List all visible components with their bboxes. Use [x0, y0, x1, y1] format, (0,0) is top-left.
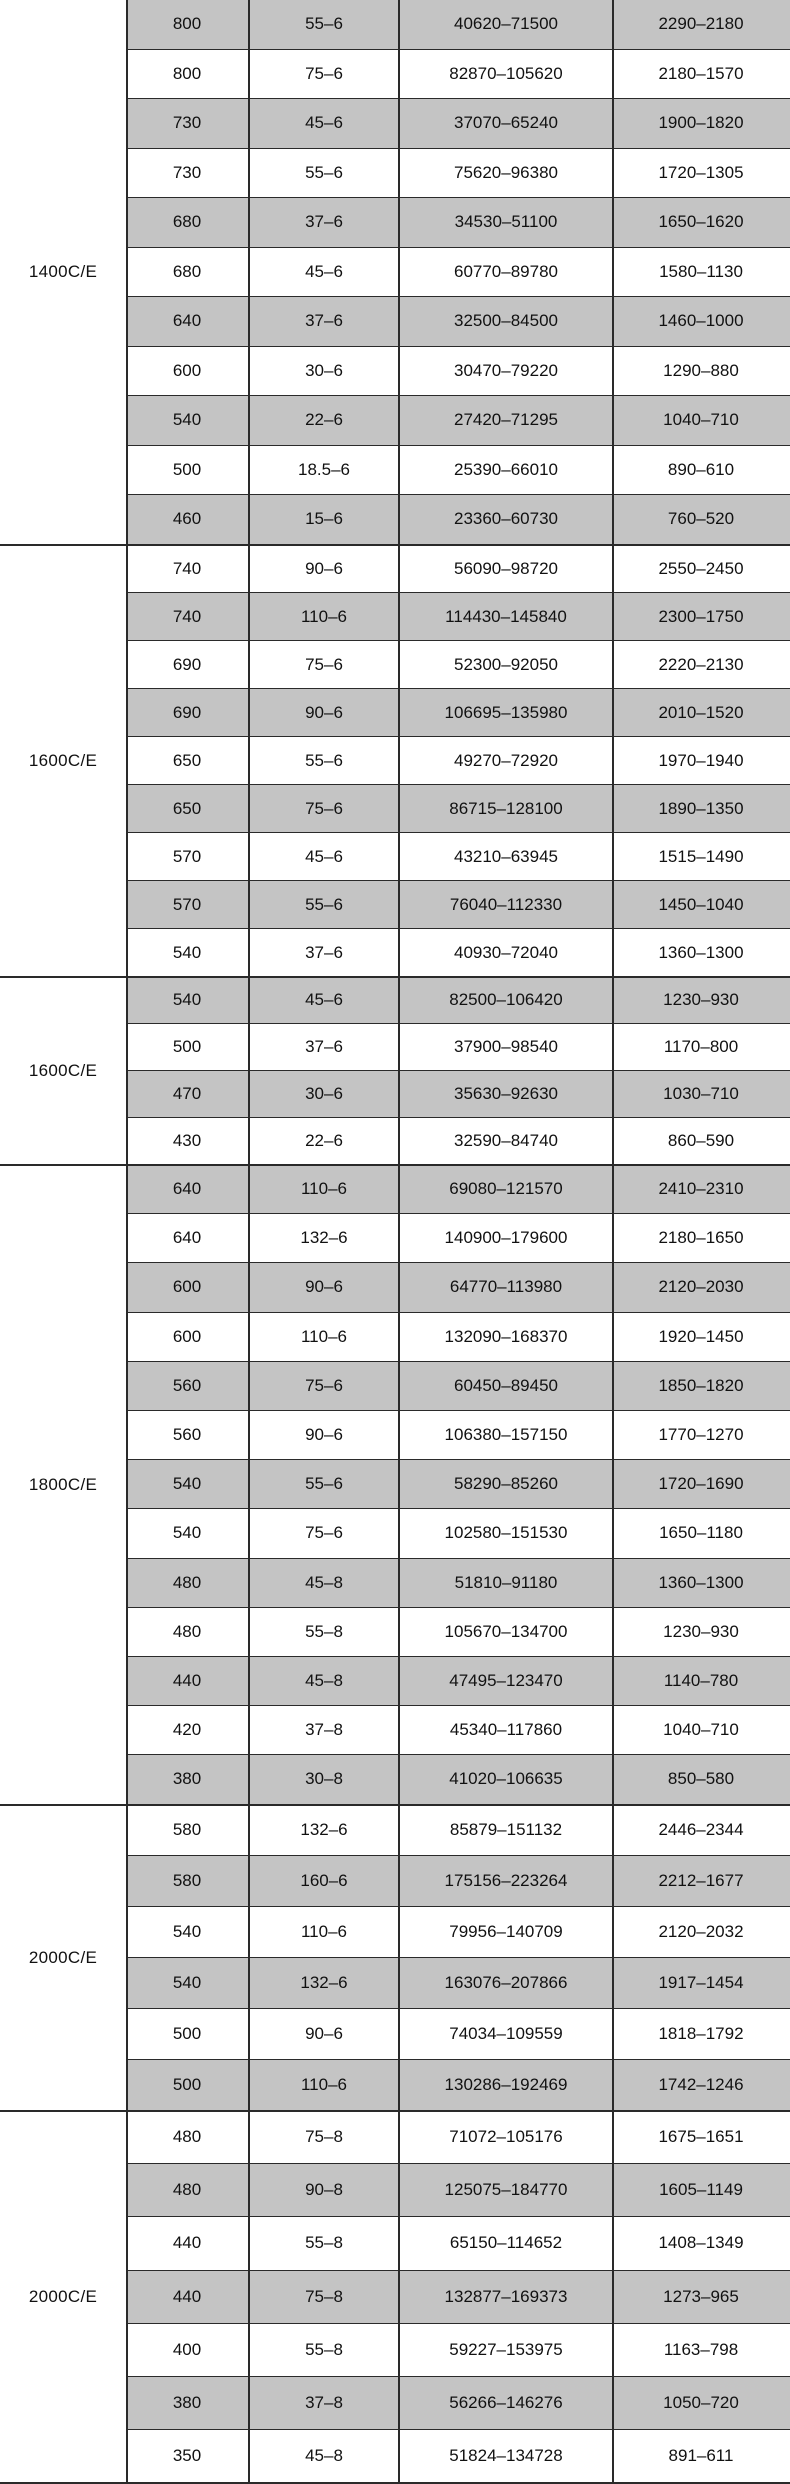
table-row [126, 1856, 790, 1907]
table-row [126, 545, 790, 593]
group-divider [0, 1804, 790, 1806]
table-bottom-border [0, 2482, 790, 2484]
speed-cell: 440 [172, 2286, 202, 2306]
speed-cell: 420 [172, 1720, 202, 1740]
power-cell: 132–6 [300, 1820, 348, 1839]
flow-cell: 27420–71295 [453, 410, 558, 430]
head-cell: 1850–1820 [658, 1375, 744, 1395]
speed-cell: 500 [172, 459, 202, 479]
power-cell: 45–6 [305, 113, 343, 133]
speed-cell: 430 [172, 1131, 202, 1150]
model-label: 1400C/E [28, 262, 98, 282]
group-divider [0, 544, 790, 546]
head-cell: 1720–1305 [658, 162, 744, 182]
table-row [126, 446, 790, 496]
model-label: 1600C/E [28, 751, 98, 770]
flow-cell: 106695–135980 [444, 702, 568, 722]
flow-cell: 114430–145840 [445, 606, 567, 626]
speed-cell: 650 [172, 750, 202, 770]
head-cell: 1230–930 [663, 990, 739, 1009]
power-cell: 18.5–6 [298, 459, 350, 479]
power-cell: 37–6 [305, 212, 343, 232]
table-row [126, 1608, 790, 1657]
flow-cell: 40930–72040 [453, 942, 558, 962]
speed-cell: 730 [172, 162, 202, 182]
power-cell: 90–8 [305, 2180, 343, 2200]
speed-cell: 560 [172, 1425, 202, 1445]
flow-cell: 49270–72920 [453, 750, 558, 770]
flow-cell: 41020–106635 [449, 1769, 563, 1789]
table-row [126, 785, 790, 833]
group-divider [0, 1164, 790, 1166]
head-cell: 1170–800 [663, 1037, 739, 1056]
speed-cell: 540 [172, 1523, 202, 1543]
head-cell: 891–611 [668, 2446, 734, 2466]
flow-cell: 132877–169373 [444, 2286, 568, 2306]
head-cell: 1450–1040 [658, 894, 744, 914]
model-group [0, 0, 790, 545]
head-cell: 1163–798 [663, 2339, 739, 2359]
table-row [126, 2111, 790, 2164]
table-row [126, 248, 790, 298]
head-cell: 2010–1520 [658, 702, 744, 722]
head-cell: 1040–710 [663, 1720, 739, 1740]
head-cell: 1818–1792 [658, 2024, 744, 2043]
speed-cell: 800 [172, 14, 202, 34]
power-cell: 45–6 [305, 990, 343, 1009]
flow-cell: 79956–140709 [449, 1922, 563, 1941]
table-row [126, 50, 790, 100]
head-cell: 1460–1000 [658, 311, 744, 331]
table-row [126, 1559, 790, 1608]
flow-cell: 37070–65240 [453, 113, 558, 133]
speed-cell: 480 [172, 2180, 202, 2200]
power-cell: 30–6 [305, 360, 343, 380]
head-cell: 1230–930 [663, 1621, 739, 1641]
power-cell: 132–6 [300, 1228, 348, 1248]
speed-cell: 540 [172, 990, 202, 1009]
head-cell: 2120–2030 [658, 1277, 744, 1297]
power-cell: 45–8 [305, 1572, 343, 1592]
table-row [126, 1657, 790, 1706]
column-divider [612, 0, 614, 2482]
head-cell: 850–580 [667, 1769, 735, 1789]
power-cell: 22–6 [305, 410, 343, 430]
model-label: 2000C/E [28, 1948, 98, 1967]
speed-cell: 540 [172, 1474, 202, 1494]
table-row [126, 1214, 790, 1263]
flow-cell: 76040–112330 [449, 894, 563, 914]
head-cell: 1360–1300 [658, 942, 744, 962]
head-cell: 1900–1820 [658, 113, 744, 133]
speed-cell: 540 [172, 1973, 202, 1992]
speed-cell: 640 [172, 1179, 202, 1199]
table-row [126, 2060, 790, 2111]
speed-cell: 580 [172, 1820, 202, 1839]
power-cell: 30–6 [305, 1084, 343, 1103]
table-row [126, 833, 790, 881]
flow-cell: 175156–223264 [444, 1871, 568, 1890]
head-cell: 1040–710 [663, 410, 739, 430]
head-cell: 1140–780 [663, 1671, 739, 1691]
head-cell: 890–610 [667, 459, 735, 479]
model-group [0, 2111, 790, 2483]
table-row [126, 2009, 790, 2060]
table-row [126, 593, 790, 641]
head-cell: 1273–965 [663, 2286, 739, 2306]
speed-cell: 680 [172, 212, 202, 232]
table-row [126, 396, 790, 446]
power-cell: 55–8 [305, 1621, 343, 1641]
table-row [126, 99, 790, 149]
flow-cell: 40620–71500 [453, 14, 558, 34]
power-cell: 75–6 [305, 798, 343, 818]
power-cell: 75–6 [305, 1375, 343, 1395]
column-divider [248, 0, 250, 2482]
speed-cell: 380 [172, 2393, 202, 2413]
table-row [126, 977, 790, 1024]
table-row [126, 1263, 790, 1312]
flow-cell: 106380–157150 [444, 1425, 568, 1445]
speed-cell: 690 [172, 702, 202, 722]
head-cell: 760–520 [667, 509, 735, 529]
flow-cell: 74034–109559 [449, 2024, 563, 2043]
speed-cell: 730 [172, 113, 202, 133]
power-cell: 110–6 [300, 1179, 347, 1199]
column-divider [126, 0, 128, 2482]
speed-cell: 440 [172, 1671, 202, 1691]
table-row [126, 2377, 790, 2430]
speed-cell: 570 [172, 894, 202, 914]
head-cell: 2300–1750 [658, 606, 744, 626]
head-cell: 1650–1180 [659, 1523, 743, 1543]
speed-cell: 600 [172, 360, 202, 380]
table-row [126, 1024, 790, 1071]
flow-cell: 47495–123470 [449, 1671, 563, 1691]
head-cell: 1970–1940 [658, 750, 744, 770]
head-cell: 1290–880 [663, 360, 739, 380]
table-row [126, 881, 790, 929]
head-cell: 2120–2032 [658, 1922, 744, 1941]
speed-cell: 500 [172, 2075, 202, 2094]
table-row [126, 1805, 790, 1856]
head-cell: 1030–710 [663, 1084, 739, 1103]
speed-cell: 400 [172, 2339, 202, 2359]
power-cell: 37–8 [305, 2393, 343, 2413]
table-row [126, 1313, 790, 1362]
head-cell: 860–590 [667, 1131, 735, 1150]
power-cell: 55–6 [305, 894, 343, 914]
speed-cell: 380 [172, 1769, 202, 1789]
speed-cell: 440 [172, 2233, 202, 2253]
speed-cell: 460 [172, 509, 202, 529]
flow-cell: 51810–91180 [454, 1572, 558, 1592]
power-cell: 110–6 [300, 2075, 347, 2094]
head-cell: 2212–1677 [658, 1871, 744, 1890]
head-cell: 2290–2180 [658, 14, 744, 34]
head-cell: 1890–1350 [658, 798, 744, 818]
head-cell: 1720–1690 [658, 1474, 744, 1494]
flow-cell: 51824–134728 [449, 2446, 563, 2466]
group-divider [0, 2110, 790, 2112]
flow-cell: 37900–98540 [453, 1037, 558, 1056]
table-row [126, 2271, 790, 2324]
flow-cell: 102580–151530 [444, 1523, 568, 1543]
flow-cell: 32500–84500 [453, 311, 558, 331]
head-cell: 1742–1246 [658, 2075, 744, 2094]
flow-cell: 45340–117860 [449, 1720, 563, 1740]
table-row [126, 1118, 790, 1165]
table-row [126, 297, 790, 347]
power-cell: 90–6 [305, 1425, 343, 1445]
flow-cell: 82500–106420 [449, 990, 563, 1009]
flow-cell: 64770–113980 [449, 1277, 563, 1297]
table-row [126, 2430, 790, 2483]
head-cell: 1605–1149 [659, 2180, 743, 2200]
power-cell: 90–6 [305, 702, 343, 722]
table-row [126, 347, 790, 397]
flow-cell: 105670–134700 [444, 1621, 568, 1641]
power-cell: 75–8 [305, 2127, 343, 2147]
flow-cell: 71072–105176 [449, 2127, 563, 2147]
flow-cell: 86715–128100 [449, 798, 563, 818]
power-cell: 37–8 [305, 1720, 343, 1740]
flow-cell: 43210–63945 [453, 846, 558, 866]
table-row [126, 495, 790, 545]
model-group [0, 1165, 790, 1805]
table-row [126, 1071, 790, 1118]
flow-cell: 130286–192469 [444, 2075, 568, 2094]
table-row [126, 1165, 790, 1214]
head-cell: 2180–1570 [658, 63, 744, 83]
head-cell: 2550–2450 [658, 558, 744, 578]
table-row [126, 2217, 790, 2270]
power-cell: 75–6 [305, 654, 343, 674]
power-cell: 75–6 [305, 1523, 343, 1543]
table-row [126, 149, 790, 199]
speed-cell: 480 [172, 1572, 202, 1592]
flow-cell: 30470–79220 [453, 360, 558, 380]
speed-cell: 640 [172, 1228, 202, 1248]
speed-cell: 740 [172, 606, 202, 626]
head-cell: 1917–1454 [658, 1973, 744, 1992]
head-cell: 1050–720 [663, 2393, 739, 2413]
flow-cell: 60450–89450 [453, 1375, 558, 1395]
speed-cell: 540 [172, 410, 202, 430]
flow-cell: 125075–184770 [444, 2180, 568, 2200]
speed-cell: 580 [172, 1871, 202, 1890]
model-group [0, 545, 790, 977]
column-divider [398, 0, 400, 2482]
power-cell: 160–6 [300, 1871, 348, 1890]
power-cell: 15–6 [305, 509, 343, 529]
power-cell: 30–8 [305, 1769, 343, 1789]
flow-cell: 60770–89780 [453, 261, 558, 281]
model-group [0, 977, 790, 1165]
flow-cell: 75620–96380 [453, 162, 558, 182]
power-cell: 22–6 [305, 1131, 343, 1150]
table-row [126, 689, 790, 737]
speed-cell: 480 [172, 2127, 202, 2147]
power-cell: 45–8 [305, 1671, 343, 1691]
power-cell: 90–6 [305, 1277, 343, 1297]
power-cell: 37–6 [305, 1037, 343, 1056]
power-cell: 37–6 [305, 942, 343, 962]
power-cell: 110–6 [300, 606, 347, 626]
flow-cell: 69080–121570 [449, 1179, 563, 1199]
flow-cell: 82870–105620 [449, 63, 563, 83]
speed-cell: 470 [172, 1084, 202, 1103]
table-row [126, 1460, 790, 1509]
power-cell: 55–8 [305, 2233, 343, 2253]
power-cell: 110–6 [300, 1922, 347, 1941]
table-row [126, 737, 790, 785]
flow-cell: 85879–151132 [449, 1820, 563, 1839]
model-label: 1800C/E [28, 1474, 98, 1494]
power-cell: 55–6 [305, 750, 343, 770]
speed-cell: 600 [172, 1277, 202, 1297]
power-cell: 110–6 [300, 1326, 347, 1346]
speed-cell: 560 [172, 1375, 202, 1395]
flow-cell: 32590–84740 [453, 1131, 558, 1150]
speed-cell: 650 [172, 798, 202, 818]
speed-cell: 680 [172, 261, 202, 281]
speed-cell: 540 [172, 1922, 202, 1941]
head-cell: 1515–1490 [658, 846, 744, 866]
table-row [126, 1362, 790, 1411]
flow-cell: 65150–114652 [449, 2233, 563, 2253]
power-cell: 45–6 [305, 846, 343, 866]
power-cell: 75–6 [305, 63, 343, 83]
head-cell: 1580–1130 [659, 261, 743, 281]
speed-cell: 600 [172, 1326, 202, 1346]
speed-cell: 480 [172, 1621, 202, 1641]
head-cell: 1650–1620 [658, 212, 744, 232]
flow-cell: 58290–85260 [453, 1474, 558, 1494]
table-row [126, 641, 790, 689]
table-row [126, 0, 790, 50]
head-cell: 1408–1349 [658, 2233, 744, 2253]
head-cell: 1360–1300 [658, 1572, 744, 1592]
group-divider [0, 976, 790, 978]
power-cell: 45–6 [305, 261, 343, 281]
table-row [126, 1755, 790, 1804]
flow-cell: 56266–146276 [449, 2393, 563, 2413]
flow-cell: 132090–168370 [444, 1326, 568, 1346]
flow-cell: 35630–92630 [453, 1084, 558, 1103]
speed-cell: 800 [172, 63, 202, 83]
flow-cell: 23360–60730 [453, 509, 558, 529]
flow-cell: 56090–98720 [453, 558, 558, 578]
speed-cell: 350 [172, 2446, 202, 2466]
table-row [126, 1706, 790, 1755]
speed-cell: 570 [172, 846, 202, 866]
power-cell: 75–8 [305, 2286, 343, 2306]
model-label: 1600C/E [28, 1061, 98, 1080]
head-cell: 1675–1651 [658, 2127, 744, 2147]
power-cell: 90–6 [305, 558, 343, 578]
power-cell: 55–6 [305, 1474, 343, 1494]
power-cell: 132–6 [300, 1973, 348, 1992]
table-row [126, 1907, 790, 1958]
table-row [126, 929, 790, 977]
power-cell: 55–8 [305, 2339, 343, 2359]
flow-cell: 163076–207866 [444, 1973, 568, 1992]
table-row [126, 1411, 790, 1460]
speed-cell: 500 [172, 1037, 202, 1056]
power-cell: 55–6 [305, 14, 343, 34]
head-cell: 1920–1450 [658, 1326, 744, 1346]
head-cell: 1770–1270 [658, 1425, 744, 1445]
speed-cell: 540 [172, 942, 202, 962]
speed-cell: 740 [172, 558, 202, 578]
flow-cell: 59227–153975 [449, 2339, 563, 2359]
speed-cell: 640 [172, 311, 202, 331]
table-row [126, 1958, 790, 2009]
flow-cell: 25390–66010 [453, 459, 558, 479]
power-cell: 45–8 [305, 2446, 343, 2466]
table-row [126, 198, 790, 248]
model-group [0, 1805, 790, 2111]
table-row [126, 1509, 790, 1558]
flow-cell: 52300–92050 [453, 654, 558, 674]
head-cell: 2180–1650 [658, 1228, 744, 1248]
speed-cell: 690 [172, 654, 202, 674]
flow-cell: 140900–179600 [444, 1228, 568, 1248]
power-cell: 37–6 [305, 311, 343, 331]
power-cell: 90–6 [305, 2024, 343, 2043]
table-row [126, 2324, 790, 2377]
speed-cell: 500 [172, 2024, 202, 2043]
flow-cell: 34530–51100 [454, 212, 558, 232]
power-cell: 55–6 [305, 162, 343, 182]
model-label: 2000C/E [28, 2287, 98, 2307]
table-row [126, 2164, 790, 2217]
head-cell: 2446–2344 [658, 1820, 744, 1839]
head-cell: 2220–2130 [658, 654, 744, 674]
head-cell: 2410–2310 [658, 1179, 744, 1199]
